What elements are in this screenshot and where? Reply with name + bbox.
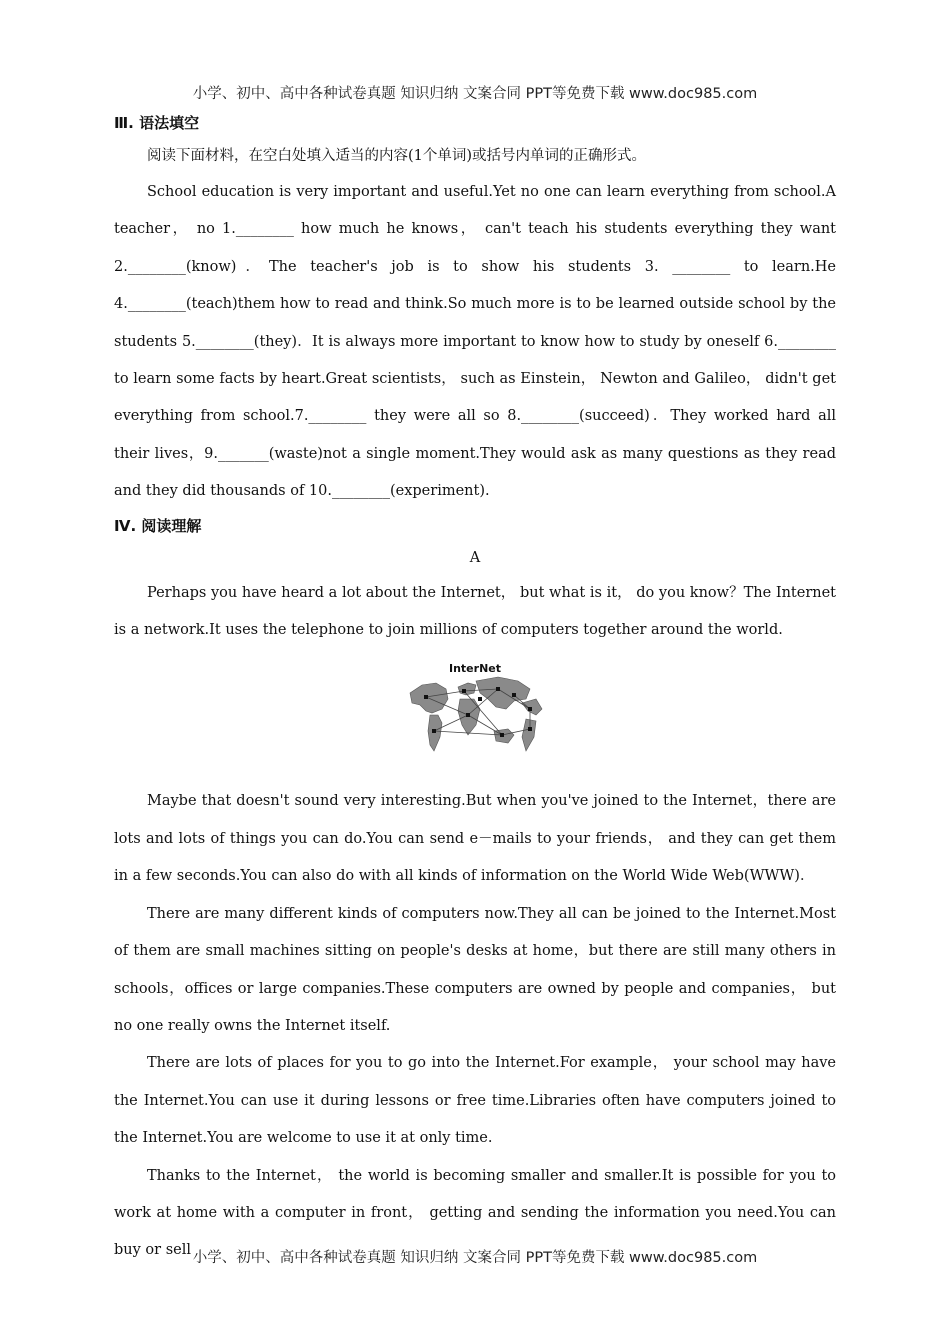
passage-label: A (469, 549, 481, 566)
paragraph-2: Maybe that doesn't sound very interesting.But when you've joined to the Internet，there are lots and lots of things you can do.You can send e－mails to your friends， and they can get them in a few seconds.You can also do with all kinds of information on the World Wide Web(WWW)． (114, 793, 836, 885)
paragraph-5: Thanks to the Internet， the world is becoming smaller and smaller.It is possible for you to work at home with a computer in front， getting and sending the information you need.You can buy or sell (114, 1167, 836, 1259)
paragraph-4: There are lots of places for you to go into the Internet.For example， your school may have the Internet.You can use it during lessons or free time.Libraries often have computers joined to the Internet.You are welcome to use it at only time. (114, 1055, 836, 1147)
paragraph-1: Perhaps you have heard a lot about the Internet， but what is it， do you know？The Internet is a network.It uses the telephone to join millions of computers together around the world. (114, 584, 836, 639)
paragraph-3: There are many different kinds of computers now.They all can be joined to the Internet.Most of them are small machines sitting on people's desks at home，but there are still many others in schools，offices or large companies.These computers are owned by people and companies， but no one really owns the Internet itself. (114, 905, 836, 1034)
internet-map-image (402, 659, 548, 763)
page-header: 小学、初中、高中各种试卷真题 知识归纳 文案合同 PPT等免费下载 www.doc985.com (192, 86, 758, 102)
section-4-title: Ⅳ. 阅读理解 (114, 516, 202, 535)
figure-title: InterNet (449, 662, 501, 676)
section-3-passage: School education is very important and useful.Yet no one can learn everything from school.A teacher， no 1.________ how much he knows， can't teach his students everything they want 2.________(know)．The teacher's job is to show his students 3. ________ to learn.He 4.________(teach)them how to read and think.So much more is to be learned outside school by the students 5.________(they)．It is always more important to know how to study by oneself 6.________ to learn some facts by heart.Great scientists， such as Einstein， Newton and Galileo， didn't get everything from school.7.________ they were all so 8.________(succeed)．They worked hard all their lives，9._______(waste)not a single moment.They would ask as many questions as they read and they did thousands of 10.________(experiment). (114, 184, 836, 500)
page-footer: 小学、初中、高中各种试卷真题 知识归纳 文案合同 PPT等免费下载 www.doc985.com (192, 1250, 758, 1266)
section-3-title: Ⅲ. 语法填空 (114, 114, 200, 132)
section-3-instruction: 阅读下面材料，在空白处填入适当的内容(1个单词)或括号内单词的正确形式。 (147, 148, 647, 164)
document-body (114, 108, 836, 1270)
